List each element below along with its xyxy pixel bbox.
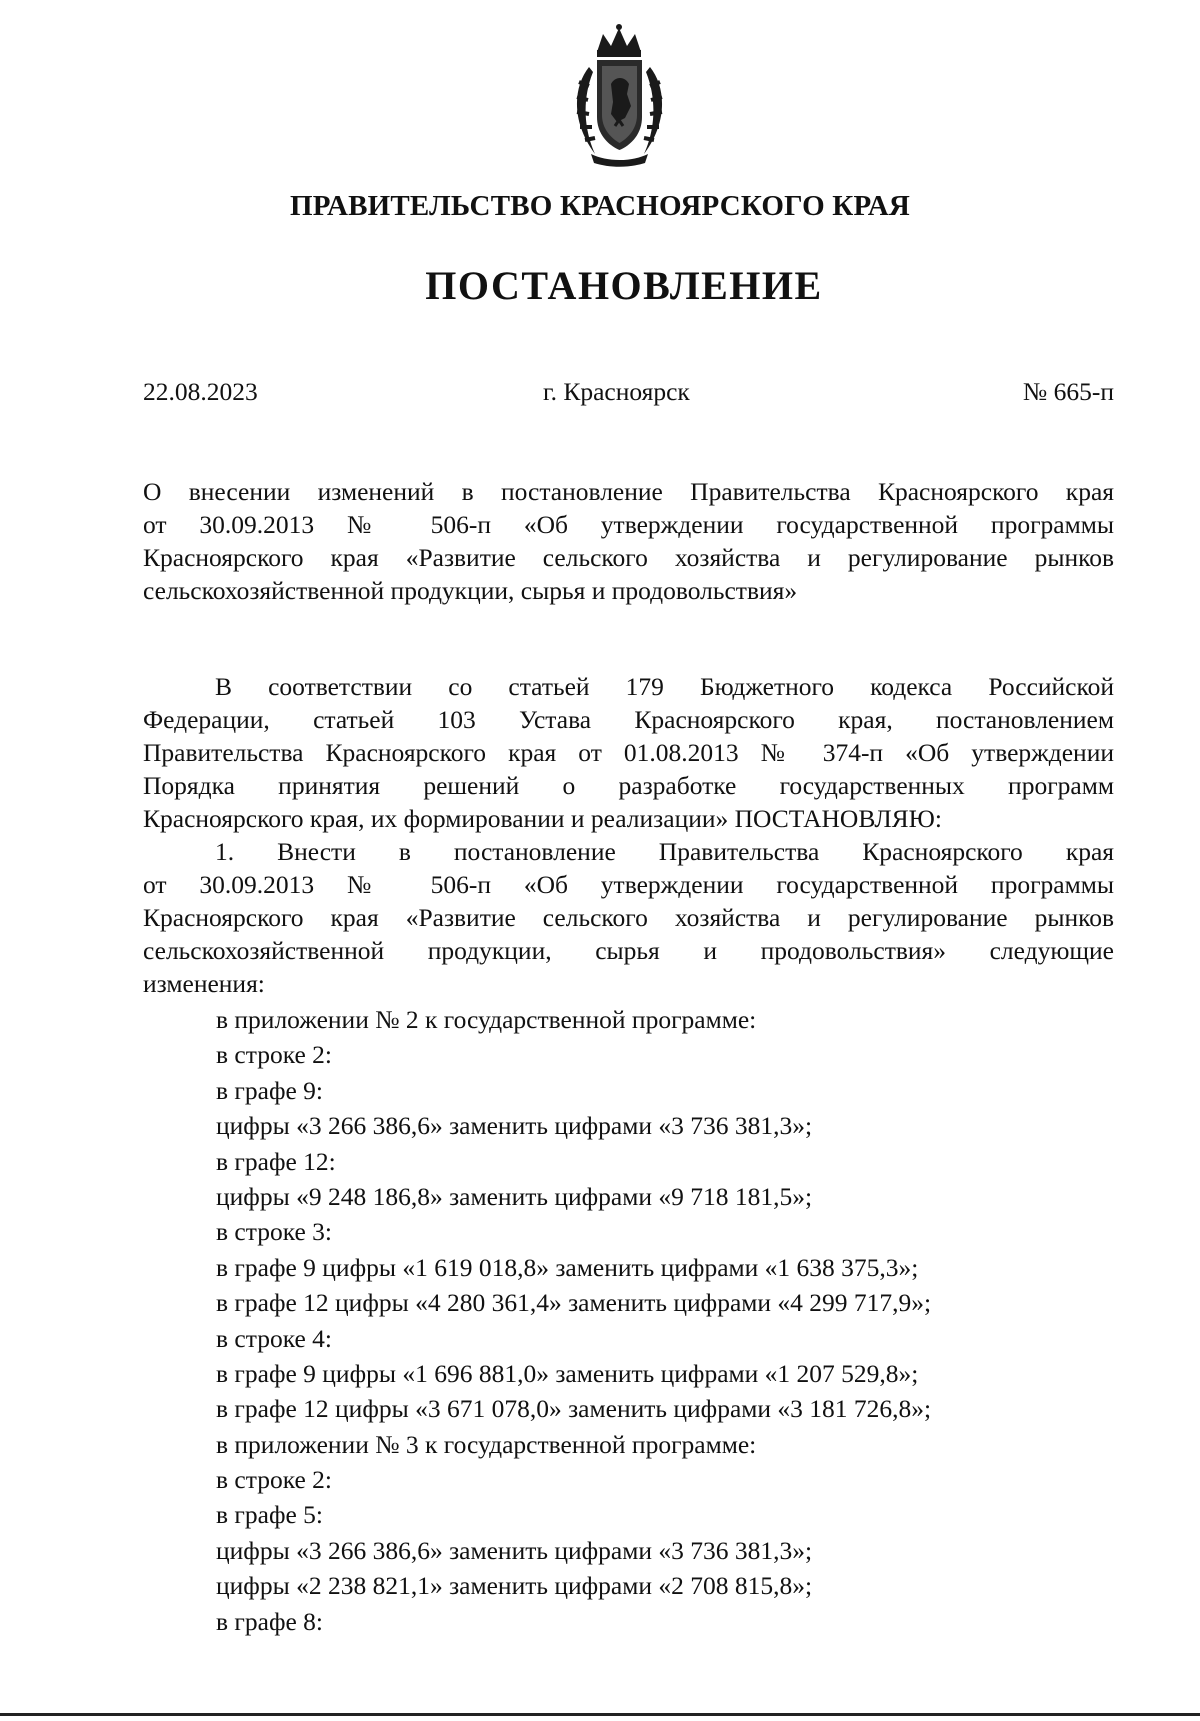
change-line: цифры «9 248 186,8» заменить цифрами «9 718 181,5»; [216, 1181, 813, 1211]
item-1-paragraph [143, 835, 1114, 1000]
change-line: в графе 9: [216, 1075, 323, 1105]
change-line: цифры «3 266 386,6» заменить цифрами «3 736 381,3»; [216, 1111, 813, 1141]
item-1-line: сельскохозяйственной продукции, сырья и продовольствия» следующие [143, 936, 1114, 965]
item-1-line: от 30.09.2013 № 506-п «Об утверждении государственной программы [143, 870, 1114, 899]
change-line: в приложении № 2 к государственной программе: [216, 1005, 757, 1034]
change-line: в графе 9 цифры «1 619 018,8» заменить цифрами «1 638 375,3»; [216, 1252, 919, 1282]
change-line: цифры «3 266 386,6» заменить цифрами «3 736 381,3»; [216, 1535, 813, 1565]
changes-list [216, 1002, 1116, 1639]
change-line: в графе 5: [216, 1500, 323, 1530]
title-line: сельскохозяйственной продукции, сырья и продовольствия» [143, 576, 798, 605]
change-line: в строке 3: [216, 1217, 332, 1247]
preamble-line: Красноярского края, их формировании и реализации» ПОСТАНОВЛЯЮ: [143, 804, 942, 833]
organization-name: ПРАВИТЕЛЬСТВО КРАСНОЯРСКОГО КРАЯ [289, 190, 911, 222]
change-line: в строке 2: [216, 1465, 332, 1495]
title-line: Красноярского края «Развитие сельского хозяйства и регулирование рынков [143, 543, 1114, 572]
item-1-line: 1. Внести в постановление Правительства Красноярского края [215, 837, 1114, 866]
preamble-line: Правительства Красноярского края от 01.08.2013 № 374-п «Об утверждении [143, 738, 1114, 767]
title-line: О внесении изменений в постановление Правительства Красноярского края [143, 477, 1114, 506]
change-line: в графе 12 цифры «4 280 361,4» заменить цифрами «4 299 717,9»; [216, 1288, 932, 1318]
change-line: в приложении № 3 к государственной программе: [216, 1429, 757, 1459]
document-title [143, 475, 1114, 607]
title-line: от 30.09.2013 № 506-п «Об утверждении государственной программы [143, 510, 1114, 539]
document-type: ПОСТАНОВЛЕНИЕ [425, 263, 823, 308]
change-line: в строке 4: [216, 1323, 332, 1353]
preamble-line: Порядка принятия решений о разработке государственных программ [143, 771, 1114, 800]
preamble-paragraph [143, 670, 1114, 835]
document-number: № 665-п [1022, 377, 1114, 406]
document-city: г. Красноярск [543, 377, 690, 406]
document-date: 22.08.2023 [143, 377, 258, 406]
change-line: цифры «2 238 821,1» заменить цифрами «2 708 815,8»; [216, 1571, 813, 1601]
change-line: в графе 9 цифры «1 696 881,0» заменить цифрами «1 207 529,8»; [216, 1358, 919, 1388]
change-line: в графе 8: [216, 1606, 323, 1636]
preamble-line: В соответствии со статьей 179 Бюджетного кодекса Российской [215, 672, 1114, 701]
item-1-line: Красноярского края «Развитие сельского хозяйства и регулирование рынков [143, 903, 1114, 932]
coat-of-arms-emblem [567, 22, 672, 167]
change-line: в графе 12 цифры «3 671 078,0» заменить цифрами «3 181 726,8»; [216, 1394, 932, 1424]
scan-bottom-edge [0, 1713, 1200, 1716]
change-line: в строке 2: [216, 1040, 332, 1070]
item-1-line: изменения: [143, 969, 265, 998]
document-meta [143, 377, 1114, 411]
change-line: в графе 12: [216, 1146, 336, 1176]
preamble-line: Федерации, статьей 103 Устава Красноярского края, постановлением [143, 705, 1114, 734]
